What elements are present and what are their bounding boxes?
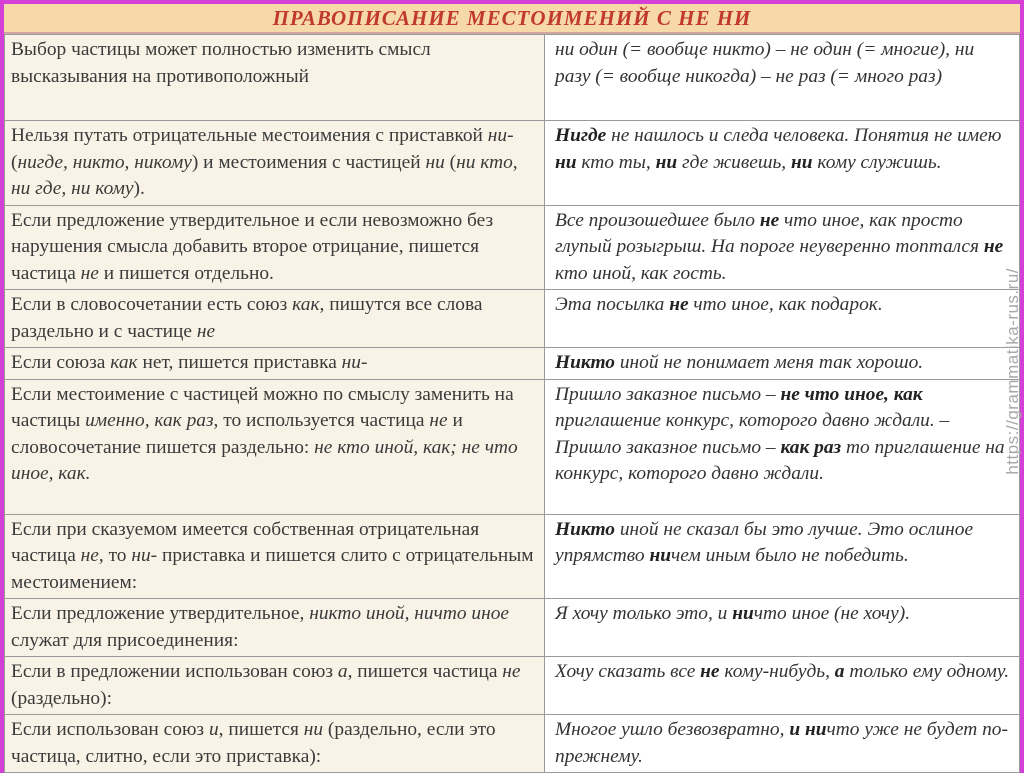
example-cell — [545, 290, 1020, 348]
example-text: ни один (= вообще никто) – не один (= многие), ни разу (= вообще никогда) – не раз (= много раз) — [555, 39, 975, 87]
rule-text: не — [80, 262, 99, 284]
example-text: Пришло заказное письмо – — [555, 383, 781, 405]
rule-text: и — [208, 719, 219, 740]
rule-text: Если использован союз — [11, 719, 209, 740]
example-text: Многое ушло безвозвратно, — [555, 719, 790, 740]
example-text: что иное, как подарок. — [688, 294, 883, 315]
rule-text: Если в словосочетании есть союз — [11, 294, 293, 315]
rule-text: ( — [11, 151, 18, 173]
example-text: кто иной, как гость. — [555, 262, 727, 284]
example-text: чем иным было не победить. — [671, 545, 909, 566]
rule-text: , то — [98, 545, 132, 566]
example-cell — [545, 379, 1020, 514]
example-text: ни — [555, 151, 577, 173]
example-text: Хочу сказать все — [555, 661, 701, 682]
table-row — [5, 599, 1020, 657]
rule-text: как — [110, 352, 138, 373]
rule-cell — [5, 35, 545, 121]
example-text: иной не понимает меня так хорошо. — [614, 352, 924, 373]
rule-text: не — [429, 410, 448, 431]
rule-text: Если предложение утвердительное, — [11, 603, 310, 624]
rule-text: Если местоимение с частицей можно по смыслу заменить на частицы — [11, 383, 514, 431]
example-cell — [545, 514, 1020, 599]
rule-text: ни- — [131, 545, 158, 566]
example-text: ни — [804, 719, 827, 740]
rule-text: ни- — [487, 125, 514, 146]
example-text: приглашение конкурс, которого давно ждали. – Пришло заказное письмо – — [555, 410, 950, 458]
example-text: не нашлось и следа человека. Понятия не имею — [606, 125, 1002, 146]
example-text: где живешь, — [677, 151, 791, 173]
rule-cell — [5, 657, 545, 715]
rule-text: , пишутся все слова раздельно и с частице — [11, 294, 483, 342]
rule-text: именно, как раз — [85, 410, 214, 431]
rule-text: (раздельно): — [11, 687, 112, 709]
rule-cell — [5, 715, 545, 773]
rule-text: Если при сказуемом имеется собственная отрицательная частица — [11, 518, 480, 566]
table-row — [5, 657, 1020, 715]
rule-text: , пишется частица — [347, 661, 503, 682]
rule-text: нигде, никто, никому — [17, 151, 192, 173]
table-row — [5, 205, 1020, 290]
rule-text: и пишется отдельно. — [98, 262, 274, 284]
rule-text: ) и местоимения с частицей — [191, 151, 426, 173]
example-text: только ему одному. — [844, 661, 1010, 682]
rule-text: и словосочетание пишется раздельно: — [11, 410, 463, 458]
rule-cell — [5, 599, 545, 657]
rule-cell — [5, 379, 545, 514]
example-text: что иное, как просто глупый розыгрыш. На пороге неуверенно топтался — [555, 209, 984, 257]
example-text: ни — [732, 603, 754, 624]
rule-text: ( — [444, 151, 457, 173]
example-text: не — [700, 661, 720, 682]
rule-text: (раздельно, если это частица, слитно, если это приставка): — [11, 719, 496, 767]
example-cell — [545, 348, 1020, 380]
example-text: Никто — [555, 518, 615, 540]
example-text: кому служишь. — [812, 151, 942, 173]
rules-table — [4, 34, 1020, 773]
example-cell — [545, 35, 1020, 121]
table-row — [5, 715, 1020, 773]
example-text: как раз — [780, 436, 842, 458]
rule-text: нет, пишется приставка — [137, 352, 342, 373]
example-text: а — [834, 661, 845, 682]
rule-text: , то используется частица — [213, 410, 430, 431]
rule-text: ). — [133, 178, 145, 199]
watermark-url: https://grammatika-rus.ru/ — [1003, 268, 1022, 475]
page-title: ПРАВОПИСАНИЕ МЕСТОИМЕНИЙ С НЕ НИ — [4, 4, 1020, 34]
rule-text: приставка и пишется слито с отрицательным местоимением: — [11, 545, 534, 593]
example-text: Эта посылка — [555, 294, 670, 315]
example-text: не — [983, 236, 1004, 257]
example-text: Я хочу только это, и — [555, 603, 733, 624]
rule-text: не кто иной, как; не что иное, как. — [11, 436, 518, 484]
rule-text: служат для присоединения: — [11, 629, 239, 651]
table-row — [5, 121, 1020, 206]
rule-text: ни- — [341, 352, 368, 373]
rule-cell — [5, 514, 545, 599]
example-text: то приглашение на конкурс, которого давно ждали. — [555, 436, 1005, 484]
example-cell — [545, 121, 1020, 206]
example-text: что уже не будет по-прежнему. — [555, 719, 1008, 767]
example-cell — [545, 599, 1020, 657]
example-cell — [545, 657, 1020, 715]
rule-text: как — [292, 294, 320, 315]
rules-sheet — [4, 4, 1020, 767]
rule-text: Если в предложении использован союз — [11, 661, 338, 682]
rule-text: ни — [425, 151, 445, 173]
example-text: иной не сказал бы это лучше. Это ослиное упрямство — [555, 518, 974, 566]
example-cell — [545, 715, 1020, 773]
rule-cell — [5, 205, 545, 290]
table-row — [5, 290, 1020, 348]
rule-text: не — [502, 661, 521, 682]
example-text: Нигде — [555, 125, 607, 146]
table-row — [5, 514, 1020, 599]
example-text: ни — [649, 545, 672, 566]
example-text: ни — [791, 151, 813, 173]
rule-text: ни — [303, 719, 324, 740]
rule-text: не — [196, 320, 216, 342]
example-text: не — [759, 209, 780, 231]
example-text: ни — [655, 151, 678, 173]
rule-text: Если предложение утвердительное и если невозможно без нарушения смысла добавить второе отрицание, пишется частица — [11, 209, 494, 284]
rule-text: , пишется — [218, 719, 304, 740]
example-text: Все произошедшее было — [555, 209, 760, 231]
table-row — [5, 35, 1020, 121]
rule-cell — [5, 290, 545, 348]
rule-text: никто иной, ничто иное — [309, 603, 510, 624]
example-text: не что иное, как — [780, 383, 923, 405]
example-text: кто ты, — [576, 151, 656, 173]
example-text: не — [669, 294, 689, 315]
example-cell — [545, 205, 1020, 290]
rule-cell — [5, 121, 545, 206]
table-row — [5, 348, 1020, 380]
rule-text: Выбор частицы может полностью изменить смысл высказывания на противоположный — [11, 39, 431, 87]
rule-text: не — [80, 545, 99, 566]
example-text: кому-нибудь, — [719, 661, 835, 682]
rule-text: ни кто, ни где, ни кому — [11, 151, 518, 199]
rule-cell — [5, 348, 545, 380]
rule-text: Если союза — [11, 352, 111, 373]
rule-text: Нельзя путать отрицательные местоимения с приставкой — [11, 125, 488, 146]
example-text: что иное (не хочу). — [753, 603, 911, 624]
table-row — [5, 379, 1020, 514]
example-text: и — [789, 719, 801, 740]
rule-text: а — [337, 661, 348, 682]
example-text: Никто — [555, 352, 615, 373]
